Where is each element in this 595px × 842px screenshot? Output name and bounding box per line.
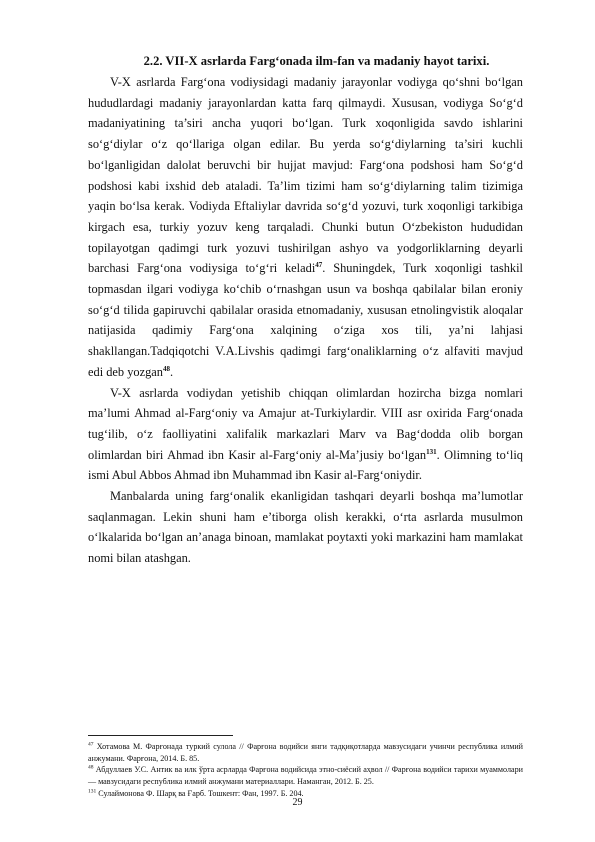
footnote-ref-47[interactable]: 47 (315, 261, 323, 270)
paragraph-2-text-a: V-X asrlarda vodiydan yetishib chiqqan olimlardan hozircha bizga nomlari ma’lumi Ahmad al-Farg‘oniy va Amajur at-Turkiylardir. VIII asr oxirida Farg‘onada tug‘ilib, o‘z faolliyatini xalifalik markazlari Marv va Bag‘dodda olib borgan olimlardan biri Ahmad ibn Kasir al-Farg‘oniy al-Ma’jusiy bo‘lgan (88, 385, 523, 462)
footnote-separator (88, 735, 233, 736)
section-heading: 2.2. VII-X asrlarda Farg‘onada ilm-fan va madaniy hayot tarixi. (143, 54, 490, 68)
footnote-47 (88, 741, 523, 764)
footnote-text: Абдуллаев У.С. Антик ва илк ўрта асрларда Фарғона водийсида этно-сиёсий аҳвол // Фарғона водийси тарихи муаммолари — мавзусидаги республика илмий анжумани материаллари. Наманган, 2012. Б. 25. (88, 765, 523, 787)
footnote-ref-131[interactable]: 131 (426, 447, 437, 456)
footnote-number: 48 (88, 764, 94, 771)
footnote-text: Хотамова М. Фарғонада туркий сулола // Фарғона водийси янги тадқиқотларда мавзусидаги учинчи республика илмий анжумани. Фарғона, 2014. Б. 85. (88, 742, 523, 763)
paragraph-1-text-a: V-X asrlarda Farg‘ona vodiysidagi madaniy jarayonlar vodiyga qo‘shni bo‘lgan hududlardagi madaniy jarayonlardan katta farq qilmaydi. Xususan, vodiyga So‘g‘d madaniyatining ta’siri ancha yuqori bo‘lgan. Turk xoqonligida savdo ishlarini so‘g‘diylar o‘z qo‘llariga olgan edilar. Bu yerda so‘g‘diylarning ta’siri kuchli bo‘lganligidan dalolat beruvchi bir hujjat mavjud: Farg‘ona podshosi ham So‘g‘d podshosi kabi ixshid deb ataladi. Ta’lim tizimi ham so‘g‘diylarning talim tizimiga yaqin bo‘lsa kerak. Vodiyda Eftaliylar davrida so‘g‘d yozuvi, turk xoqonligi tarkibiga kirgach esa, turkiy yozuv keng tarqaladi. Chunki butun O‘zbekiston hududidan topilayotgan qadimgi turk yozuvi tushirilgan ashyo va yodgorliklarning deyarli barchasi Farg‘ona vodiysiga to‘g‘ri keladi (88, 75, 523, 276)
paragraph-1-text-c: . (170, 364, 174, 379)
footnotes (88, 741, 523, 800)
paragraph-2 (88, 383, 523, 487)
footnote-number: 131 (88, 788, 97, 795)
page-number: 29 (292, 797, 303, 808)
paragraph-2-text-b: . Olimning to‘liq ismi Abul Abbos Ahmad ibn Muhammad ibn Kasir al-Farg‘oniydir. (88, 447, 523, 483)
paragraph-1-text-b: . Shuningdek, Turk xoqonligi tashkil topmasdan ilgari vodiyga ko‘chib o‘rnashgan usun va boshqa qabilalar bilan eroniy so‘g‘d tilida gapiruvchi qabilalar orasida etnomadaniy, xususan etnolingvistik aloqalar natijasida qadimiy Farg‘ona xalqining o‘ziga xos tili, ya’ni lahjasi shakllangan.Tadqiqotchi V.A.Livshis qadimgi farg‘onaliklarning o‘z alfaviti mavjud edi deb yozgan (88, 261, 523, 379)
footnote-text: Сулаймонова Ф. Шарқ ва Ғарб. Тошкент: Фан, 1997. Б. 204. (98, 788, 304, 798)
paragraph-1 (88, 72, 523, 383)
document-page (88, 50, 523, 569)
footnote-48 (88, 764, 523, 787)
paragraph-3: Manbalarda uning farg‘onalik ekanligidan tashqari deyarli boshqa ma’lumotlar saqlanmagan. Lekin shuni ham e’tiborga olish kerakki, o‘rta asrlarda musulmon o‘lkalarida bo‘lgan an’anaga binoan, mamlakat poytaxti yoki markazini ham mamlakat nomi bilan atashgan. (88, 489, 523, 566)
footnote-number: 47 (88, 741, 94, 748)
footnote-ref-48[interactable]: 48 (163, 364, 171, 373)
